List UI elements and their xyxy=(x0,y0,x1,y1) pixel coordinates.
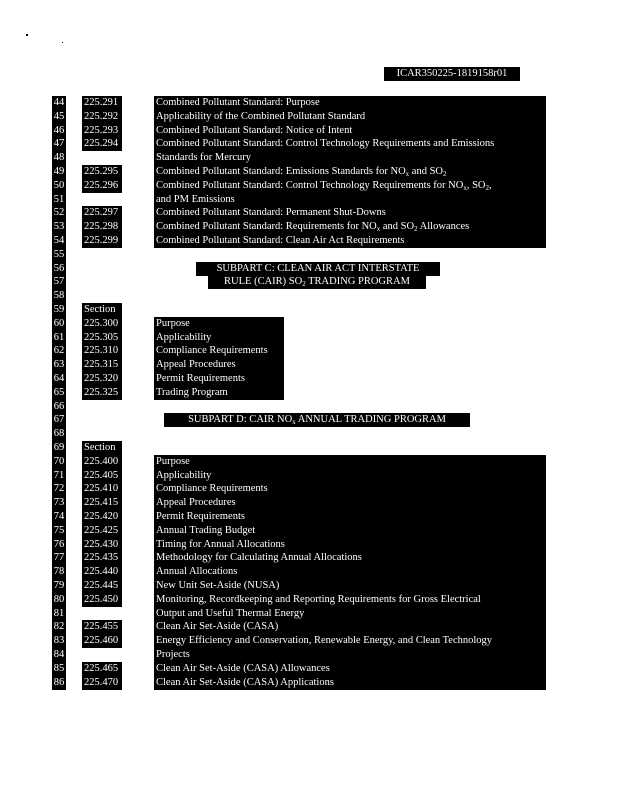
section-number: 225.293 xyxy=(82,124,122,138)
toc-row xyxy=(0,593,618,607)
section-title: Combined Pollutant Standard: Control Technology Requirements and Emissions xyxy=(154,137,546,151)
line-number: 70 xyxy=(53,455,65,467)
section-number: 225.450 xyxy=(82,593,122,607)
section-number: 225.460 xyxy=(82,634,122,648)
line-number: 57 xyxy=(53,276,65,288)
toc-row xyxy=(0,151,618,165)
line-number: 80 xyxy=(53,593,65,605)
line-number: 75 xyxy=(53,524,65,536)
section-number: 225.465 xyxy=(82,662,122,676)
toc-row xyxy=(0,510,618,524)
toc-row xyxy=(0,427,618,441)
line-number: 49 xyxy=(53,166,65,177)
toc-row xyxy=(0,455,618,469)
section-number: 225.315 xyxy=(82,358,122,372)
subpart-heading: SUBPART D: CAIR $NO_x$ ANNUAL TRADING PROGRAM xyxy=(164,413,470,427)
line-number: 71 xyxy=(53,469,65,481)
section-number: 225.400 xyxy=(82,455,122,469)
toc-row xyxy=(0,262,618,276)
toc-row xyxy=(0,193,618,207)
section-title: Annual Trading Budget xyxy=(154,524,546,538)
line-number: 81 xyxy=(53,607,65,619)
section-number: 225.296 xyxy=(82,179,122,193)
line-number: 73 xyxy=(53,497,65,509)
line-number: 84 xyxy=(53,649,65,660)
toc-row xyxy=(0,124,618,138)
section-title: Compliance Requirements xyxy=(154,482,546,496)
line-number: 55 xyxy=(53,248,65,260)
section-title: Compliance Requirements xyxy=(154,344,284,358)
toc-row xyxy=(0,331,618,345)
toc-row xyxy=(0,248,618,262)
line-number: 62 xyxy=(53,345,65,357)
section-number: 225.310 xyxy=(82,344,122,358)
toc-row xyxy=(0,496,618,510)
section-title: Trading Program xyxy=(154,386,284,400)
toc-row xyxy=(0,96,618,110)
line-number: 47 xyxy=(53,138,65,150)
line-number: 64 xyxy=(53,373,65,384)
line-number: 54 xyxy=(53,235,65,246)
toc-row xyxy=(0,400,618,414)
section-number: 225.298 xyxy=(82,220,122,234)
section-title: Clean Air Set-Aside (CASA) Applications xyxy=(154,676,546,690)
line-number: 50 xyxy=(53,179,65,191)
section-title: New Unit Set-Aside (NUSA) xyxy=(154,579,546,593)
section-number: 225.440 xyxy=(82,565,122,579)
section-title: Combined Pollutant Standard: Requirements for $NO_x$ and $SO_2$ Allowances xyxy=(154,220,546,234)
toc-row xyxy=(0,110,618,124)
toc-row xyxy=(0,620,618,634)
line-number: 74 xyxy=(53,511,65,522)
line-number: 65 xyxy=(53,386,65,398)
toc-row xyxy=(0,358,618,372)
line-number: 79 xyxy=(53,580,65,591)
line-number: 67 xyxy=(53,414,65,426)
line-number: 56 xyxy=(53,262,65,274)
line-number: 45 xyxy=(53,110,65,122)
toc-row xyxy=(0,607,618,621)
section-number: 225.291 xyxy=(82,96,122,110)
section-number: 225.320 xyxy=(82,372,122,386)
section-number: 225.410 xyxy=(82,482,122,496)
toc-row xyxy=(0,234,618,248)
line-number: 69 xyxy=(53,442,65,453)
section-title: Annual Allocations xyxy=(154,565,546,579)
section-title: Permit Requirements xyxy=(154,372,284,386)
section-heading: Section xyxy=(82,441,122,455)
subpart-heading: SUBPART C: CLEAN AIR ACT INTERSTATE xyxy=(196,262,440,276)
line-number: 66 xyxy=(53,400,65,412)
toc-row xyxy=(0,386,618,400)
section-title: Appeal Procedures xyxy=(154,358,284,372)
toc-row xyxy=(0,303,618,317)
toc-row xyxy=(0,524,618,538)
section-title: Standards for Mercury xyxy=(154,151,546,165)
toc-row xyxy=(0,565,618,579)
section-title: Combined Pollutant Standard: Notice of Intent xyxy=(154,124,546,138)
section-title: Methodology for Calculating Annual Allocations xyxy=(154,551,546,565)
document-id: ICAR350225-1819158r01 xyxy=(384,67,520,81)
line-number: 48 xyxy=(53,152,65,164)
section-number: 225.294 xyxy=(82,137,122,151)
section-title: Projects xyxy=(154,648,546,662)
toc-row xyxy=(0,482,618,496)
section-title: Applicability xyxy=(154,469,546,483)
line-number: 76 xyxy=(53,538,65,550)
toc-row xyxy=(0,662,618,676)
section-title: Purpose xyxy=(154,455,546,469)
section-number: 225.435 xyxy=(82,551,122,565)
section-title: Combined Pollutant Standard: Purpose xyxy=(154,96,546,110)
section-title: Timing for Annual Allocations xyxy=(154,538,546,552)
toc-row xyxy=(0,551,618,565)
section-number: 225.445 xyxy=(82,579,122,593)
section-title: Combined Pollutant Standard: Permanent Shut-Downs xyxy=(154,206,546,220)
scan-speck xyxy=(62,42,63,43)
section-number: 225.470 xyxy=(82,676,122,690)
toc-row xyxy=(0,275,618,289)
toc-row xyxy=(0,372,618,386)
line-number: 68 xyxy=(53,428,65,440)
toc-row xyxy=(0,220,618,234)
subpart-heading: RULE (CAIR) $SO_2$ TRADING PROGRAM xyxy=(208,275,426,289)
section-number: 225.455 xyxy=(82,620,122,634)
toc-row xyxy=(0,634,618,648)
line-number: 72 xyxy=(53,483,65,495)
line-number: 85 xyxy=(53,662,65,674)
section-number: 225.415 xyxy=(82,496,122,510)
scan-speck xyxy=(26,34,28,36)
section-title: Output and Useful Thermal Energy xyxy=(154,607,546,621)
section-title: Appeal Procedures xyxy=(154,496,546,510)
section-number: 225.430 xyxy=(82,538,122,552)
section-title: Purpose xyxy=(154,317,284,331)
section-number: 225.295 xyxy=(82,165,122,179)
line-number: 59 xyxy=(53,304,65,315)
section-title: Applicability xyxy=(154,331,284,345)
line-number: 51 xyxy=(53,193,65,205)
toc-row xyxy=(0,676,618,690)
section-number: 225.297 xyxy=(82,206,122,220)
toc-row xyxy=(0,538,618,552)
section-title: Combined Pollutant Standard: Clean Air Act Requirements xyxy=(154,234,546,248)
section-title: Combined Pollutant Standard: Emissions Standards for $NO_x$ and $SO_2$ xyxy=(154,165,546,179)
section-number: 225.292 xyxy=(82,110,122,124)
toc-row xyxy=(0,165,618,179)
section-number: 225.299 xyxy=(82,234,122,248)
toc-row xyxy=(0,469,618,483)
toc-row xyxy=(0,441,618,455)
section-number: 225.425 xyxy=(82,524,122,538)
toc-row xyxy=(0,413,618,427)
toc-row xyxy=(0,317,618,331)
section-title: Clean Air Set-Aside (CASA) xyxy=(154,620,546,634)
section-number: 225.305 xyxy=(82,331,122,345)
line-number: 58 xyxy=(53,290,65,302)
section-title: and PM Emissions xyxy=(154,193,546,207)
toc-row xyxy=(0,137,618,151)
section-number: 225.405 xyxy=(82,469,122,483)
section-title: Energy Efficiency and Conservation, Renewable Energy, and Clean Technology xyxy=(154,634,546,648)
toc-row xyxy=(0,289,618,303)
line-number: 44 xyxy=(53,97,65,108)
section-title: Applicability of the Combined Pollutant Standard xyxy=(154,110,546,124)
line-number: 86 xyxy=(53,676,65,688)
section-title: Monitoring, Recordkeeping and Reporting Requirements for Gross Electrical xyxy=(154,593,546,607)
line-number: 83 xyxy=(53,635,65,647)
line-number: 52 xyxy=(53,207,65,219)
toc-row xyxy=(0,179,618,193)
toc-row xyxy=(0,206,618,220)
section-title: Permit Requirements xyxy=(154,510,546,524)
line-number: 63 xyxy=(53,359,65,371)
section-number: 225.420 xyxy=(82,510,122,524)
section-number: 225.300 xyxy=(82,317,122,331)
line-number: 77 xyxy=(53,552,65,564)
line-number: 61 xyxy=(53,331,65,343)
toc-row xyxy=(0,344,618,358)
section-heading: Section xyxy=(82,303,122,317)
toc-row xyxy=(0,648,618,662)
section-title: Combined Pollutant Standard: Control Technology Requirements for $NO_x$, $SO_2$, xyxy=(154,179,546,193)
section-number: 225.325 xyxy=(82,386,122,400)
line-number: 53 xyxy=(53,221,65,233)
line-number: 60 xyxy=(53,317,65,329)
toc-row xyxy=(0,579,618,593)
line-number: 46 xyxy=(53,124,65,136)
section-title: Clean Air Set-Aside (CASA) Allowances xyxy=(154,662,546,676)
line-number: 78 xyxy=(53,566,65,578)
line-number: 82 xyxy=(53,621,65,633)
